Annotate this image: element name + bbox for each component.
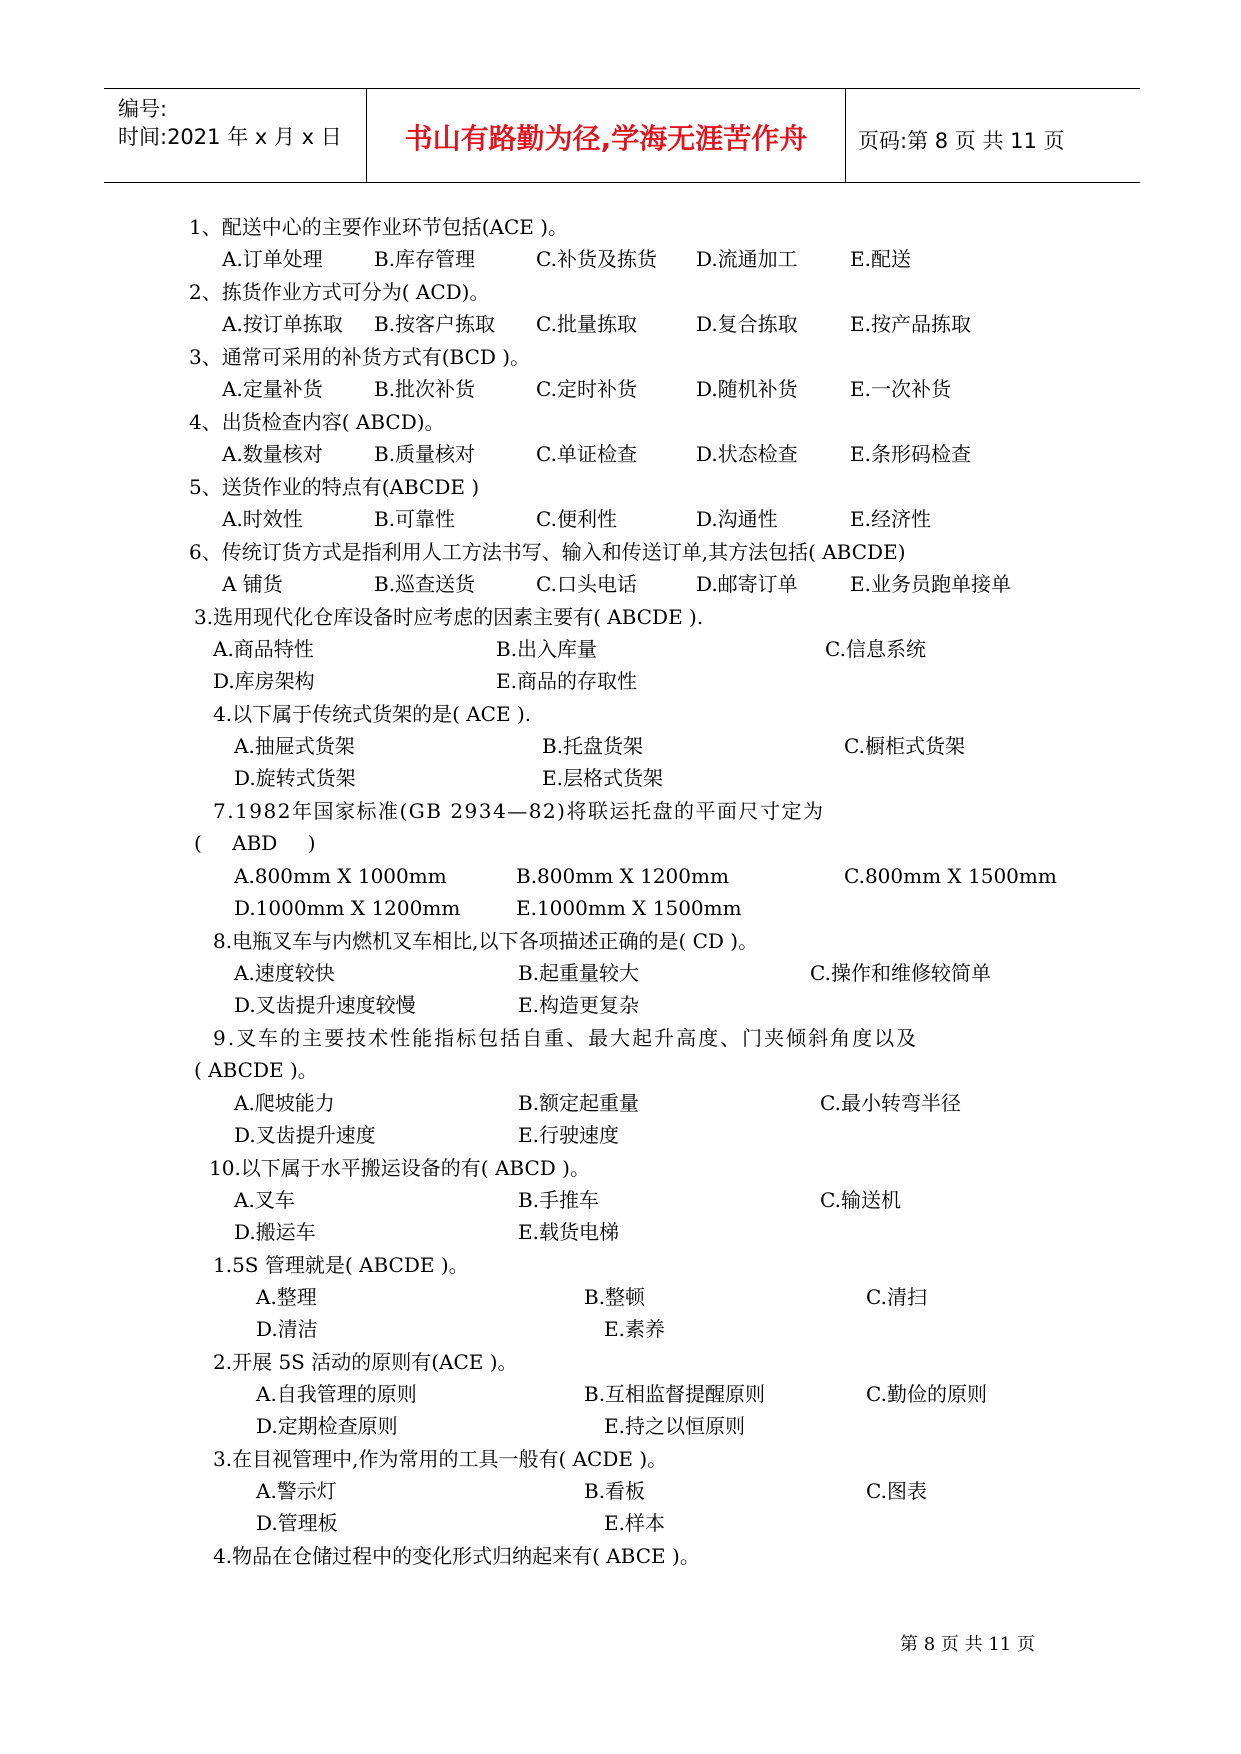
- option: C.口头电话: [536, 572, 637, 596]
- document-time-label: 时间:2021 年 x 月 x 日: [118, 125, 342, 149]
- question-options: [256, 1411, 1136, 1441]
- question-text: 9.叉车的主要技术性能指标包括自重、最大起升高度、门夹倾斜角度以及: [213, 1026, 919, 1050]
- option: C.最小转弯半径: [820, 1091, 961, 1115]
- option: B.起重量较大: [518, 961, 640, 985]
- option: B.出入库量: [496, 637, 598, 661]
- option: B.巡查送货: [374, 572, 476, 596]
- option: B.质量核对: [374, 442, 476, 466]
- option: E.样本: [604, 1511, 665, 1535]
- option: D.清洁: [256, 1317, 318, 1341]
- question-options: [234, 1217, 1134, 1247]
- option: A.抽屉式货架: [234, 734, 355, 758]
- option: D.搬运车: [234, 1220, 316, 1244]
- option: C.800mm X 1500mm: [844, 864, 1057, 888]
- option: C.定时补货: [536, 377, 637, 401]
- option: A.定量补货: [222, 377, 323, 401]
- option: E.条形码检查: [850, 442, 971, 466]
- option: E.层格式货架: [542, 766, 663, 790]
- option: D.邮寄订单: [696, 572, 798, 596]
- option: A.商品特性: [213, 637, 314, 661]
- option: D.管理板: [256, 1511, 338, 1535]
- option: B.看板: [584, 1479, 646, 1503]
- question-options: [256, 1476, 1136, 1506]
- option: A 铺货: [222, 572, 283, 596]
- option: E.一次补货: [850, 377, 951, 401]
- question-text: 8.电瓶叉车与内燃机叉车相比,以下各项描述正确的是( CD )。: [213, 929, 759, 953]
- header-page-number: 页码:第 8 页 共 11 页: [858, 129, 1065, 153]
- option: E.配送: [850, 247, 911, 271]
- option: E.1000mm X 1500mm: [516, 896, 742, 920]
- option: B.800mm X 1200mm: [516, 864, 729, 888]
- option: B.库存管理: [374, 247, 476, 271]
- question-options: [213, 666, 1113, 696]
- question-options: [222, 504, 1122, 534]
- option: B.托盘货架: [542, 734, 644, 758]
- option: D.1000mm X 1200mm: [234, 896, 461, 920]
- question-options: [256, 1379, 1136, 1409]
- option: D.库房架构: [213, 669, 315, 693]
- option: A.警示灯: [256, 1479, 337, 1503]
- option: C.便利性: [536, 507, 617, 531]
- question-options: [222, 374, 1122, 404]
- option: A.叉车: [234, 1188, 295, 1212]
- question-options: [234, 958, 1134, 988]
- question-options: [234, 990, 1134, 1020]
- question-text: 10.以下属于水平搬运设备的有( ABCD )。: [209, 1156, 590, 1180]
- option: C.橱柜式货架: [844, 734, 965, 758]
- question-options: [256, 1508, 1136, 1538]
- question-answer: ( ABD ): [194, 831, 316, 855]
- question-options: [234, 1185, 1134, 1215]
- option: A.时效性: [222, 507, 303, 531]
- question-options: [213, 634, 1113, 664]
- page-footer-number: 第 8 页 共 11 页: [900, 1634, 1035, 1655]
- option: D.叉齿提升速度较慢: [234, 993, 416, 1017]
- question-options: [222, 309, 1122, 339]
- option: E.持之以恒原则: [604, 1414, 745, 1438]
- document-number-label: 编号:: [118, 97, 168, 121]
- option: A.800mm X 1000mm: [234, 864, 447, 888]
- option: E.构造更复杂: [518, 993, 639, 1017]
- option: E.商品的存取性: [496, 669, 637, 693]
- option: E.经济性: [850, 507, 931, 531]
- question-text: 3.在目视管理中,作为常用的工具一般有( ACDE )。: [213, 1447, 668, 1471]
- question-text: 7.1982年国家标准(GB 2934—82)将联运托盘的平面尺寸定为: [213, 799, 825, 823]
- question-options: [234, 861, 1134, 891]
- option: D.流通加工: [696, 247, 798, 271]
- question-text: 1、配送中心的主要作业环节包括(ACE )。: [189, 215, 569, 239]
- question-options: [256, 1314, 1136, 1344]
- option: A.数量核对: [222, 442, 323, 466]
- question-options: [256, 1282, 1136, 1312]
- question-options: [222, 439, 1122, 469]
- page-header: [104, 88, 1140, 183]
- option: A.自我管理的原则: [256, 1382, 417, 1406]
- option: D.叉齿提升速度: [234, 1123, 376, 1147]
- question-text: 5、送货作业的特点有(ABCDE ): [189, 475, 480, 499]
- option: A.爬坡能力: [234, 1091, 335, 1115]
- option: C.清扫: [866, 1285, 927, 1309]
- question-text: 4、出货检查内容( ABCD)。: [189, 410, 445, 434]
- option: A.按订单拣取: [222, 312, 343, 336]
- option: E.素养: [604, 1317, 665, 1341]
- option: C.输送机: [820, 1188, 901, 1212]
- question-options: [222, 244, 1122, 274]
- option: B.整顿: [584, 1285, 646, 1309]
- option: B.互相监督提醒原则: [584, 1382, 766, 1406]
- question-text: 3、通常可采用的补货方式有(BCD )。: [189, 345, 531, 369]
- header-info-cell: [104, 89, 367, 182]
- option: B.额定起重量: [518, 1091, 640, 1115]
- question-options: [234, 763, 1134, 793]
- option: C.操作和维修较简单: [810, 961, 991, 985]
- option: D.复合拣取: [696, 312, 798, 336]
- question-text: 1.5S 管理就是( ABCDE )。: [213, 1253, 469, 1277]
- option: D.状态检查: [696, 442, 798, 466]
- option: B.可靠性: [374, 507, 456, 531]
- question-text: 4.物品在仓储过程中的变化形式归纳起来有( ABCE )。: [213, 1544, 700, 1568]
- option: B.按客户拣取: [374, 312, 496, 336]
- question-options: [234, 1088, 1134, 1118]
- option: B.手推车: [518, 1188, 600, 1212]
- question-text: 2.开展 5S 活动的原则有(ACE )。: [213, 1350, 518, 1374]
- option: D.沟通性: [696, 507, 778, 531]
- option: A.整理: [256, 1285, 317, 1309]
- question-text: 3.选用现代化仓库设备时应考虑的因素主要有( ABCDE ).: [194, 605, 704, 629]
- option: E.按产品拣取: [850, 312, 971, 336]
- option: A.订单处理: [222, 247, 323, 271]
- option: C.单证检查: [536, 442, 637, 466]
- question-options: [222, 569, 1122, 599]
- question-text: 4.以下属于传统式货架的是( ACE ).: [213, 702, 532, 726]
- option: B.批次补货: [374, 377, 476, 401]
- question-answer: ( ABCDE )。: [194, 1058, 318, 1082]
- option: C.补货及拣货: [536, 247, 657, 271]
- option: A.速度较快: [234, 961, 335, 985]
- question-text: 2、拣货作业方式可分为( ACD)。: [189, 280, 490, 304]
- option: E.载货电梯: [518, 1220, 619, 1244]
- option: E.业务员跑单接单: [850, 572, 1011, 596]
- option: D.定期检查原则: [256, 1414, 398, 1438]
- option: C.批量拣取: [536, 312, 637, 336]
- option: C.图表: [866, 1479, 927, 1503]
- question-options: [234, 1120, 1134, 1150]
- header-page-cell: [846, 89, 1140, 182]
- question-options: [234, 731, 1134, 761]
- option: D.随机补货: [696, 377, 798, 401]
- header-motto: 书山有路勤为径,学海无涯苦作舟: [404, 122, 808, 155]
- option: C.信息系统: [825, 637, 926, 661]
- option: C.勤俭的原则: [866, 1382, 987, 1406]
- question-text: 6、传统订货方式是指利用人工方法书写、输入和传送订单,其方法包括( ABCDE): [189, 540, 906, 564]
- header-motto-cell: [367, 89, 846, 182]
- option: D.旋转式货架: [234, 766, 356, 790]
- question-options: [234, 893, 1134, 923]
- option: E.行驶速度: [518, 1123, 619, 1147]
